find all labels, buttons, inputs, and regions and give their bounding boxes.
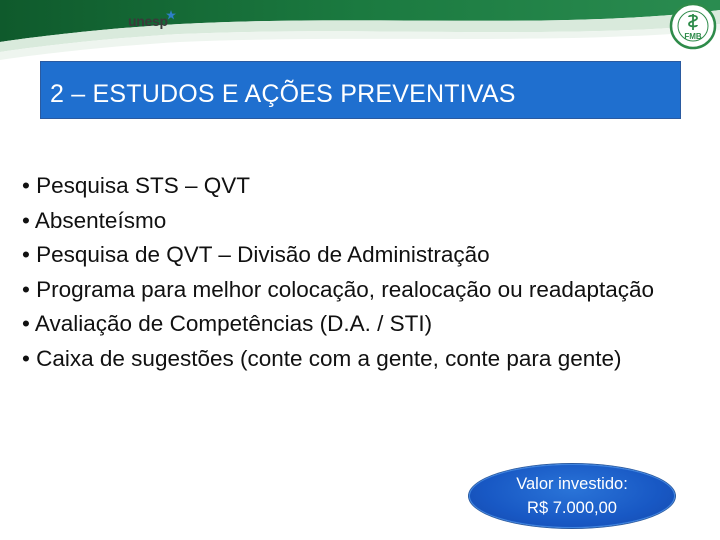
list-item: • Avaliação de Competências (D.A. / STI)	[22, 311, 433, 336]
star-icon	[166, 10, 176, 20]
investment-callout	[469, 464, 675, 528]
page-title: 2 – ESTUDOS E AÇÕES PREVENTIVAS	[50, 80, 516, 108]
title-banner	[41, 62, 680, 118]
list-item: • Programa para melhor colocação, realocação ou readaptação	[22, 276, 654, 302]
callout-value: R$ 7.000,00	[527, 499, 617, 517]
bullet-list	[22, 169, 678, 376]
fmb-seal-logo	[669, 2, 717, 50]
list-item: • Pesquisa STS – QVT	[22, 173, 250, 198]
callout-label: Valor investido:	[516, 475, 628, 493]
list-item: • Caixa de sugestões (conte com a gente, conte para gente)	[22, 345, 622, 371]
header-band	[0, 0, 720, 62]
list-item: • Pesquisa de QVT – Divisão de Administração	[22, 242, 490, 267]
svg-text:FMB: FMB	[684, 32, 702, 41]
university-logo: unesp	[128, 13, 168, 29]
list-item: • Absenteísmo	[22, 207, 167, 233]
